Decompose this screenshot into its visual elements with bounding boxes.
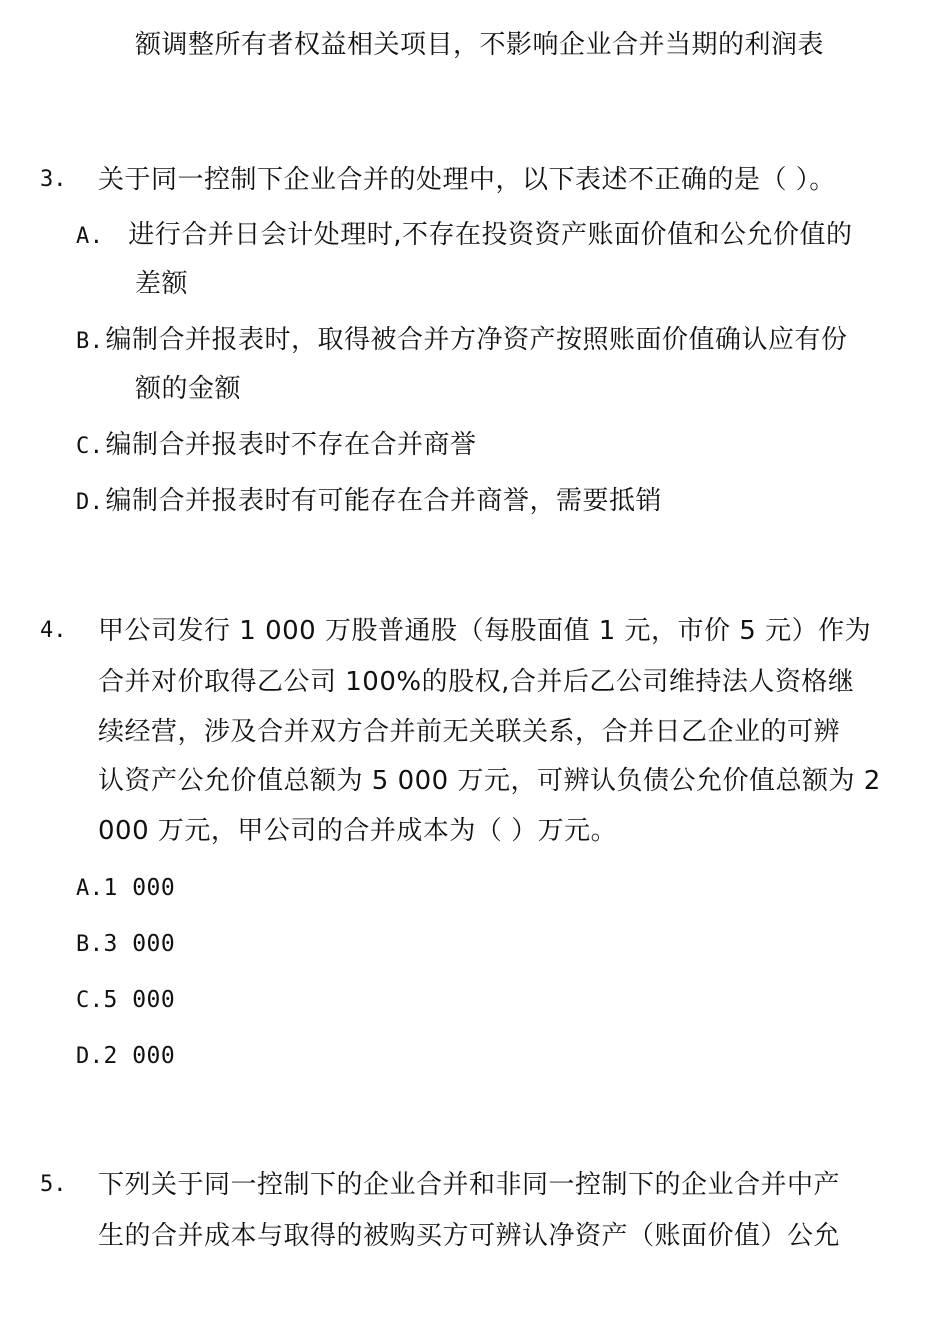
option-letter: C. [76, 434, 104, 459]
option-text: 编制合并报表时，取得被合并方净资产按照账面价值确认应有份 [105, 325, 848, 355]
option-value: 3 000 [103, 931, 176, 957]
question-stem-line: 生的合并成本与取得的被购买方可辨认净资产（账面价值）公允 [98, 1221, 841, 1251]
option-c [76, 428, 477, 464]
question-stem-line: 000 万元，甲公司的合并成本为（ ）万元。 [98, 816, 618, 846]
question-stem-line: 认资产公允价值总额为 5 000 万元，可辨认负债公允价值总额为 2 [98, 766, 881, 796]
option-a [76, 870, 175, 906]
question-number: 4. [40, 618, 67, 643]
option-b [76, 323, 848, 359]
option-value: 2 000 [103, 1043, 176, 1069]
option-text: 编制合并报表时有可能存在合并商誉，需要抵销 [105, 486, 663, 516]
option-letter: B. [76, 932, 104, 957]
option-b [76, 926, 175, 962]
question-stem-line: 合并对价取得乙公司 100%的股权,合并后乙公司维持法人资格继 [98, 667, 855, 697]
option-text: 编制合并报表时不存在合并商誉 [105, 430, 477, 460]
continuation-text: 额调整所有者权益相关项目，不影响企业合并当期的利润表 [135, 30, 825, 60]
question-number: 5. [40, 1172, 67, 1197]
option-value: 5 000 [103, 987, 176, 1013]
option-c [76, 982, 175, 1018]
option-value: 1 000 [103, 875, 176, 901]
question-stem-line: 下列关于同一控制下的企业合并和非同一控制下的企业合并中产 [98, 1170, 841, 1200]
option-d [76, 484, 662, 520]
option-letter: B. [76, 329, 104, 354]
option-a-continued: 差额 [135, 269, 189, 299]
option-b-continued: 额的金额 [135, 374, 242, 404]
question-stem-line: 甲公司发行 1 000 万股普通股（每股面值 1 元，市价 5 元）作为 [98, 616, 872, 646]
option-letter: C. [76, 988, 104, 1013]
question-stem: 关于同一控制下企业合并的处理中，以下表述不正确的是（ ）。 [98, 165, 836, 195]
option-d [76, 1038, 175, 1074]
option-letter: D. [76, 490, 104, 515]
question-stem-line: 续经营，涉及合并双方合并前无关联关系，合并日乙企业的可辨 [98, 717, 841, 747]
option-a [76, 218, 853, 254]
question-number: 3. [40, 167, 67, 192]
option-text: 进行合并日会计处理时,不存在投资资产账面价值和公允价值的 [128, 220, 853, 250]
option-letter: D. [76, 1044, 104, 1069]
option-letter: A. [76, 224, 104, 249]
option-letter: A. [76, 876, 104, 901]
